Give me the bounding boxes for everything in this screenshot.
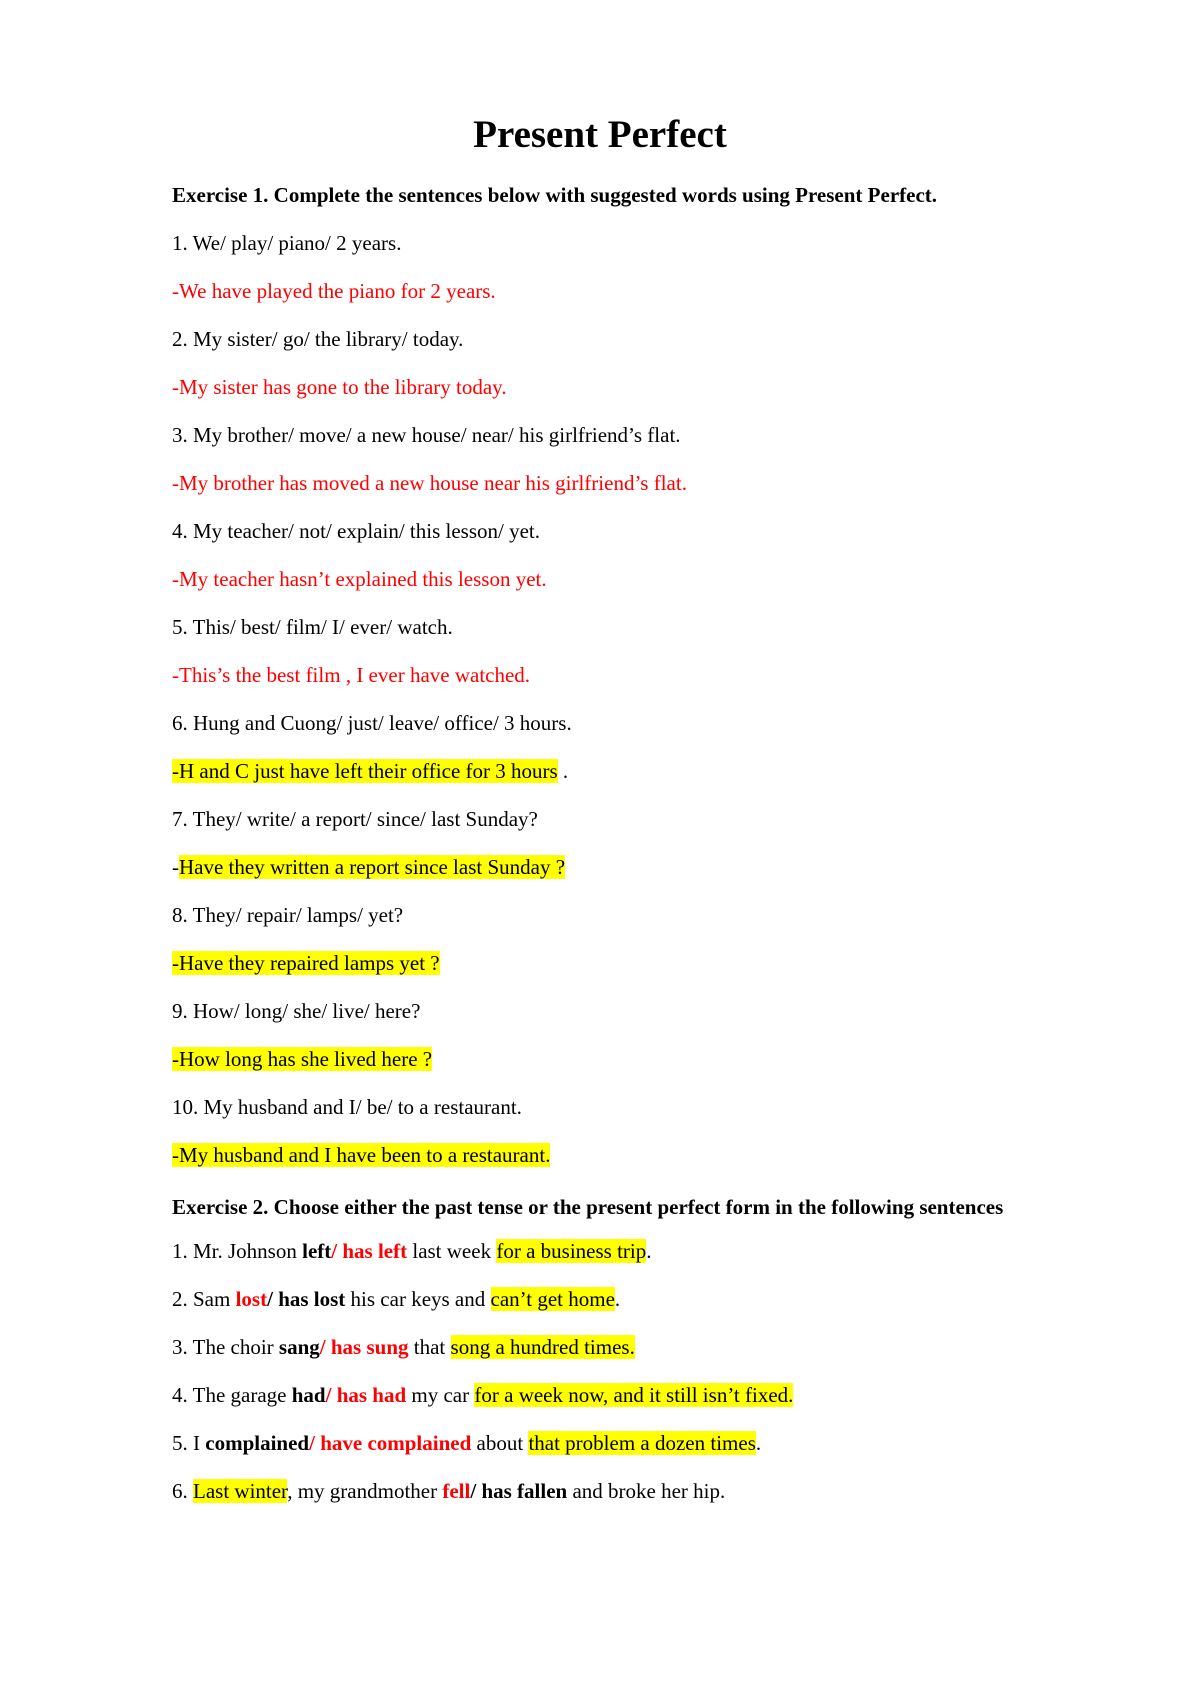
answer-suffix: . (557, 759, 569, 783)
item-highlight: song a hundred times. (450, 1335, 635, 1359)
item-middle: about (471, 1431, 529, 1455)
exercise2-item (172, 1335, 1072, 1359)
exercise1-prompt: 2. My sister/ go/ the library/ today. (172, 327, 464, 351)
item-middle: my car (406, 1383, 475, 1407)
option-past: sang (278, 1335, 320, 1359)
answer-highlight: -My husband and I have been to a restaurant. (172, 1143, 551, 1167)
item-end: . (646, 1239, 652, 1263)
item-highlight: Last winter (193, 1479, 288, 1503)
exercise1-answer-highlighted (172, 759, 1072, 783)
option-slash: / (325, 1383, 337, 1407)
item-middle: his car keys and (345, 1287, 491, 1311)
exercise1-heading: Exercise 1. Complete the sentences below with suggested words using Present Perfect. (172, 183, 938, 207)
item-highlight: for a business trip (496, 1239, 647, 1263)
option-slash: / (331, 1239, 343, 1263)
option-past: left (302, 1239, 332, 1263)
page-title: Present Perfect (473, 113, 727, 156)
exercise1-prompt: 7. They/ write/ a report/ since/ last Sunday? (172, 807, 538, 831)
option-present-perfect-chosen: have complained (320, 1431, 472, 1455)
exercise1-answer: -My sister has gone to the library today. (172, 375, 507, 399)
option-slash: / (267, 1287, 279, 1311)
item-lead: 5. I (172, 1431, 206, 1455)
document-body (172, 183, 1072, 1527)
exercise1-prompt: 3. My brother/ move/ a new house/ near/ his girlfriend’s flat. (172, 423, 681, 447)
exercise1-answer-highlighted (172, 1143, 1072, 1167)
item-lead: 4. The garage (172, 1383, 292, 1407)
option-past-chosen: fell (442, 1479, 471, 1503)
exercise1-list (172, 231, 1072, 1167)
item-end: . (614, 1287, 621, 1311)
exercise1-prompt: 8. They/ repair/ lamps/ yet? (172, 903, 404, 927)
exercise1-prompt: 6. Hung and Cuong/ just/ leave/ office/ 3 hours. (172, 711, 572, 735)
item-middle: that (408, 1335, 451, 1359)
item-lead: 6. (172, 1479, 193, 1503)
exercise1-answer: -My brother has moved a new house near his girlfriend’s flat. (172, 471, 687, 495)
exercise1-prompt: 1. We/ play/ piano/ 2 years. (172, 231, 402, 255)
item-highlight: for a week now, and it still isn’t fixed. (474, 1383, 794, 1407)
answer-highlight: -H and C just have left their office for 3 hours (172, 759, 558, 783)
option-present-perfect-chosen: has sung (330, 1335, 409, 1359)
item-lead: 3. The choir (172, 1335, 279, 1359)
option-slash: / (309, 1431, 321, 1455)
option-past-chosen: lost (235, 1287, 268, 1311)
item-lead: 2. Sam (172, 1287, 236, 1311)
option-present-perfect: has lost (278, 1287, 346, 1311)
option-slash: / (319, 1335, 331, 1359)
answer-highlight: -How long has she lived here ? (172, 1047, 433, 1071)
exercise2-item (172, 1239, 1072, 1263)
exercise2-item (172, 1383, 1072, 1407)
exercise2-item (172, 1479, 1072, 1503)
exercise1-prompt: 10. My husband and I/ be/ to a restaurant. (172, 1095, 522, 1119)
option-present-perfect-chosen: has left (342, 1239, 408, 1263)
exercise2-heading: Exercise 2. Choose either the past tense or the present perfect form in the following sentences (172, 1195, 1004, 1219)
item-highlight: can’t get home (490, 1287, 615, 1311)
answer-prefix: - (172, 855, 179, 879)
option-past: complained (205, 1431, 310, 1455)
option-slash: / (470, 1479, 482, 1503)
exercise2-item (172, 1287, 1072, 1311)
item-highlight: that problem a dozen times (528, 1431, 756, 1455)
exercise1-answer-highlighted (172, 855, 1072, 879)
item-middle: , my grandmother (287, 1479, 443, 1503)
exercise1-answer: -We have played the piano for 2 years. (172, 279, 496, 303)
exercise1-prompt: 5. This/ best/ film/ I/ ever/ watch. (172, 615, 453, 639)
item-middle: last week (407, 1239, 497, 1263)
exercise1-prompt: 4. My teacher/ not/ explain/ this lesson/ yet. (172, 519, 541, 543)
exercise2-list (172, 1239, 1072, 1503)
item-end: and broke her hip. (567, 1479, 726, 1503)
exercise2-item (172, 1431, 1072, 1455)
exercise1-answer-highlighted (172, 951, 1072, 975)
exercise1-answer-highlighted (172, 1047, 1072, 1071)
exercise1-prompt: 9. How/ long/ she/ live/ here? (172, 999, 421, 1023)
exercise1-answer: -This’s the best film , I ever have watched. (172, 663, 531, 687)
item-lead: 1. Mr. Johnson (172, 1239, 303, 1263)
option-present-perfect-chosen: has had (336, 1383, 407, 1407)
answer-highlight: Have they written a report since last Sunday ? (179, 855, 566, 879)
answer-highlight: -Have they repaired lamps yet ? (172, 951, 440, 975)
item-end: . (755, 1431, 762, 1455)
exercise1-answer: -My teacher hasn’t explained this lesson yet. (172, 567, 547, 591)
option-present-perfect: has fallen (481, 1479, 568, 1503)
option-past: had (291, 1383, 326, 1407)
